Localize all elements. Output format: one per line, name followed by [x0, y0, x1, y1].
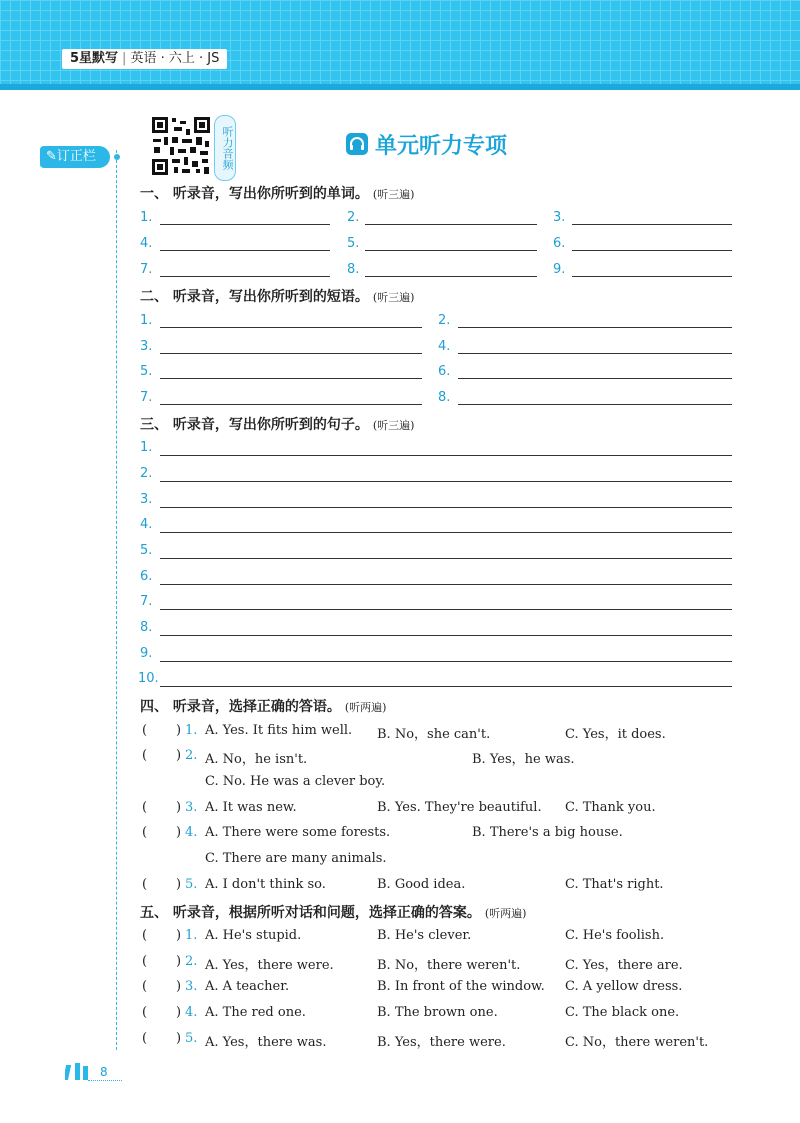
s5-q2-paren-open[interactable]: ( [142, 954, 148, 969]
s1-answer-line-3[interactable] [572, 224, 732, 225]
s4-q2-number: 2. [185, 748, 198, 763]
section-3-note: (听三遍) [372, 419, 415, 432]
s1-num-8: 8. [347, 262, 360, 277]
s2-answer-line-7[interactable] [160, 404, 422, 405]
s3-num-9: 9. [140, 646, 153, 661]
s5-q3-paren-close: ) [176, 979, 182, 994]
s2-answer-line-8[interactable] [458, 404, 732, 405]
s3-num-6: 6. [140, 569, 153, 584]
section-2-title [140, 286, 414, 306]
s4-q4-number: 4. [185, 825, 198, 840]
s3-answer-line-6[interactable] [160, 584, 732, 585]
correction-column-rule [116, 150, 117, 1050]
s2-num-6: 6. [438, 364, 451, 379]
s4-q5-paren-close: ) [176, 877, 182, 892]
s3-answer-line-10[interactable] [160, 686, 732, 687]
s5-q4-number: 4. [185, 1005, 198, 1020]
s5-q2-option-a: A. Yes，there were. [205, 958, 334, 973]
s3-answer-line-4[interactable] [160, 532, 732, 533]
s5-q4-option-c: C. The black one. [565, 1005, 680, 1020]
s5-q5-paren-close: ) [176, 1031, 182, 1046]
s1-answer-line-4[interactable] [160, 250, 330, 251]
s4-q5-number: 5. [185, 877, 198, 892]
page-title [345, 127, 507, 161]
s2-num-8: 8. [438, 390, 451, 405]
s4-q1-paren-close: ) [176, 723, 182, 738]
s1-num-9: 9. [553, 262, 566, 277]
section-3-title [140, 414, 414, 434]
s5-q1-option-a: A. He's stupid. [205, 928, 302, 943]
s4-q5-option-c: C. That's right. [565, 877, 664, 892]
s3-answer-line-3[interactable] [160, 507, 732, 508]
s4-q5-paren-open[interactable]: ( [142, 877, 148, 892]
page-number: 8 [100, 1065, 108, 1079]
s4-q2-paren-open[interactable]: ( [142, 748, 148, 763]
s2-answer-line-5[interactable] [160, 378, 422, 379]
s1-num-1: 1. [140, 210, 153, 225]
s2-answer-line-4[interactable] [458, 353, 732, 354]
qr-code-icon[interactable] [150, 115, 212, 177]
section-1-note: (听三遍) [372, 188, 415, 201]
section-5-title [140, 902, 526, 922]
subject-label: 英语 · 六上 · JS [130, 51, 220, 66]
s3-num-1: 1. [140, 440, 153, 455]
s5-q3-option-c: C. A yellow dress. [565, 979, 683, 994]
s5-q1-number: 1. [185, 928, 198, 943]
s5-q1-paren-open[interactable]: ( [142, 928, 148, 943]
s1-answer-line-7[interactable] [160, 276, 330, 277]
s4-q1-number: 1. [185, 723, 198, 738]
s3-num-3: 3. [140, 492, 153, 507]
s4-q3-number: 3. [185, 800, 198, 815]
s3-answer-line-9[interactable] [160, 661, 732, 662]
section-4-title [140, 696, 386, 716]
section-4-note: (听两遍) [344, 701, 387, 714]
s3-answer-line-2[interactable] [160, 481, 732, 482]
s5-q1-option-b: B. He's clever. [377, 928, 472, 943]
footer-dotted-rule [88, 1080, 122, 1081]
s3-answer-line-1[interactable] [160, 455, 732, 456]
s2-num-3: 3. [140, 339, 153, 354]
s4-q3-paren-close: ) [176, 800, 182, 815]
s2-num-7: 7. [140, 390, 153, 405]
s2-answer-line-3[interactable] [160, 353, 422, 354]
s1-answer-line-9[interactable] [572, 276, 732, 277]
s3-num-5: 5. [140, 543, 153, 558]
s1-answer-line-2[interactable] [365, 224, 537, 225]
s5-q5-option-c: C. No，there weren't. [565, 1035, 709, 1050]
s5-q4-paren-open[interactable]: ( [142, 1005, 148, 1020]
qr-caption: 听力音频 [214, 115, 236, 181]
s4-q3-option-a: A. It was new. [205, 800, 297, 815]
s2-answer-line-1[interactable] [160, 327, 422, 328]
s4-q1-paren-open[interactable]: ( [142, 723, 148, 738]
brand-separator: | [122, 51, 127, 66]
s4-q4-paren-open[interactable]: ( [142, 825, 148, 840]
s4-q2-option-a: A. No，he isn't. [205, 752, 308, 767]
s5-q3-option-b: B. In front of the window. [377, 979, 545, 994]
s5-q2-option-c: C. Yes，there are. [565, 958, 683, 973]
s4-q1-option-b: B. No，she can't. [377, 727, 491, 742]
section-2-note: (听三遍) [372, 291, 415, 304]
books-icon [65, 1061, 95, 1081]
s3-answer-line-5[interactable] [160, 558, 732, 559]
s5-q4-paren-close: ) [176, 1005, 182, 1020]
s2-num-5: 5. [140, 364, 153, 379]
s1-num-6: 6. [553, 236, 566, 251]
s2-num-1: 1. [140, 313, 153, 328]
s4-q4-paren-close: ) [176, 825, 182, 840]
s3-num-8: 8. [140, 620, 153, 635]
s3-num-10: 10. [138, 671, 159, 686]
correction-tag-label: 订正栏 [56, 149, 96, 164]
s4-q5-option-b: B. Good idea. [377, 877, 466, 892]
tag-dot [114, 154, 120, 160]
section-5-title-text: 五、 听录音，根据所听对话和问题，选择正确的答案。 [140, 905, 481, 921]
s2-answer-line-2[interactable] [458, 327, 732, 328]
s1-answer-line-8[interactable] [365, 276, 537, 277]
s5-q3-number: 3. [185, 979, 198, 994]
s1-num-2: 2. [347, 210, 360, 225]
s4-q2-option-b: B. Yes，he was. [472, 752, 575, 767]
s5-q5-number: 5. [185, 1031, 198, 1046]
section-2-title-text: 二、 听录音，写出你所听到的短语。 [140, 289, 369, 305]
section-3-title-text: 三、 听录音，写出你所听到的句子。 [140, 417, 369, 433]
s1-num-7: 7. [140, 262, 153, 277]
section-4-title-text: 四、 听录音，选择正确的答语。 [140, 699, 341, 715]
s5-q3-paren-open[interactable]: ( [142, 979, 148, 994]
s2-num-4: 4. [438, 339, 451, 354]
s2-answer-line-6[interactable] [458, 378, 732, 379]
s5-q1-paren-close: ) [176, 928, 182, 943]
s4-q1-option-c: C. Yes，it does. [565, 727, 666, 742]
s5-q5-option-a: A. Yes，there was. [205, 1035, 327, 1050]
s5-q4-option-b: B. The brown one. [377, 1005, 498, 1020]
unit-title-text: 单元听力专项 [375, 133, 508, 159]
s1-num-5: 5. [347, 236, 360, 251]
pencil-icon: ✎ [46, 149, 57, 164]
section-5-note: (听两遍) [484, 907, 527, 920]
s4-q3-option-c: C. Thank you. [565, 800, 656, 815]
s5-q1-option-c: C. He's foolish. [565, 928, 665, 943]
s5-q3-option-a: A. A teacher. [205, 979, 290, 994]
s1-answer-line-6[interactable] [572, 250, 732, 251]
section-1-title-text: 一、 听录音，写出你所听到的单词。 [140, 186, 369, 202]
s4-q4-option-c: C. There are many animals. [205, 851, 387, 866]
s1-answer-line-5[interactable] [365, 250, 537, 251]
brand-name: 5星默写 [70, 51, 119, 66]
s3-num-4: 4. [140, 517, 153, 532]
s3-answer-line-8[interactable] [160, 635, 732, 636]
section-1-title [140, 183, 414, 203]
s1-num-3: 3. [553, 210, 566, 225]
s3-num-7: 7. [140, 594, 153, 609]
s1-num-4: 4. [140, 236, 153, 251]
s4-q1-option-a: A. Yes. It fits him well. [205, 723, 353, 738]
headphones-icon [345, 132, 369, 156]
s5-q5-option-b: B. Yes，there were. [377, 1035, 506, 1050]
s4-q2-paren-close: ) [176, 748, 182, 763]
s5-q4-option-a: A. The red one. [205, 1005, 306, 1020]
s4-q4-option-b: B. There's a big house. [472, 825, 623, 840]
brand-tag [62, 49, 227, 69]
s3-answer-line-7[interactable] [160, 609, 732, 610]
s1-answer-line-1[interactable] [160, 224, 330, 225]
correction-tag [40, 146, 110, 168]
s4-q3-option-b: B. Yes. They're beautiful. [377, 800, 542, 815]
s4-q2-option-c: C. No. He was a clever boy. [205, 774, 386, 789]
s4-q3-paren-open[interactable]: ( [142, 800, 148, 815]
s5-q2-number: 2. [185, 954, 198, 969]
s4-q5-option-a: A. I don't think so. [205, 877, 326, 892]
s5-q2-paren-close: ) [176, 954, 182, 969]
s5-q2-option-b: B. No，there weren't. [377, 958, 521, 973]
header-band [0, 0, 800, 90]
s3-num-2: 2. [140, 466, 153, 481]
s4-q4-option-a: A. There were some forests. [205, 825, 391, 840]
s2-num-2: 2. [438, 313, 451, 328]
s5-q5-paren-open[interactable]: ( [142, 1031, 148, 1046]
